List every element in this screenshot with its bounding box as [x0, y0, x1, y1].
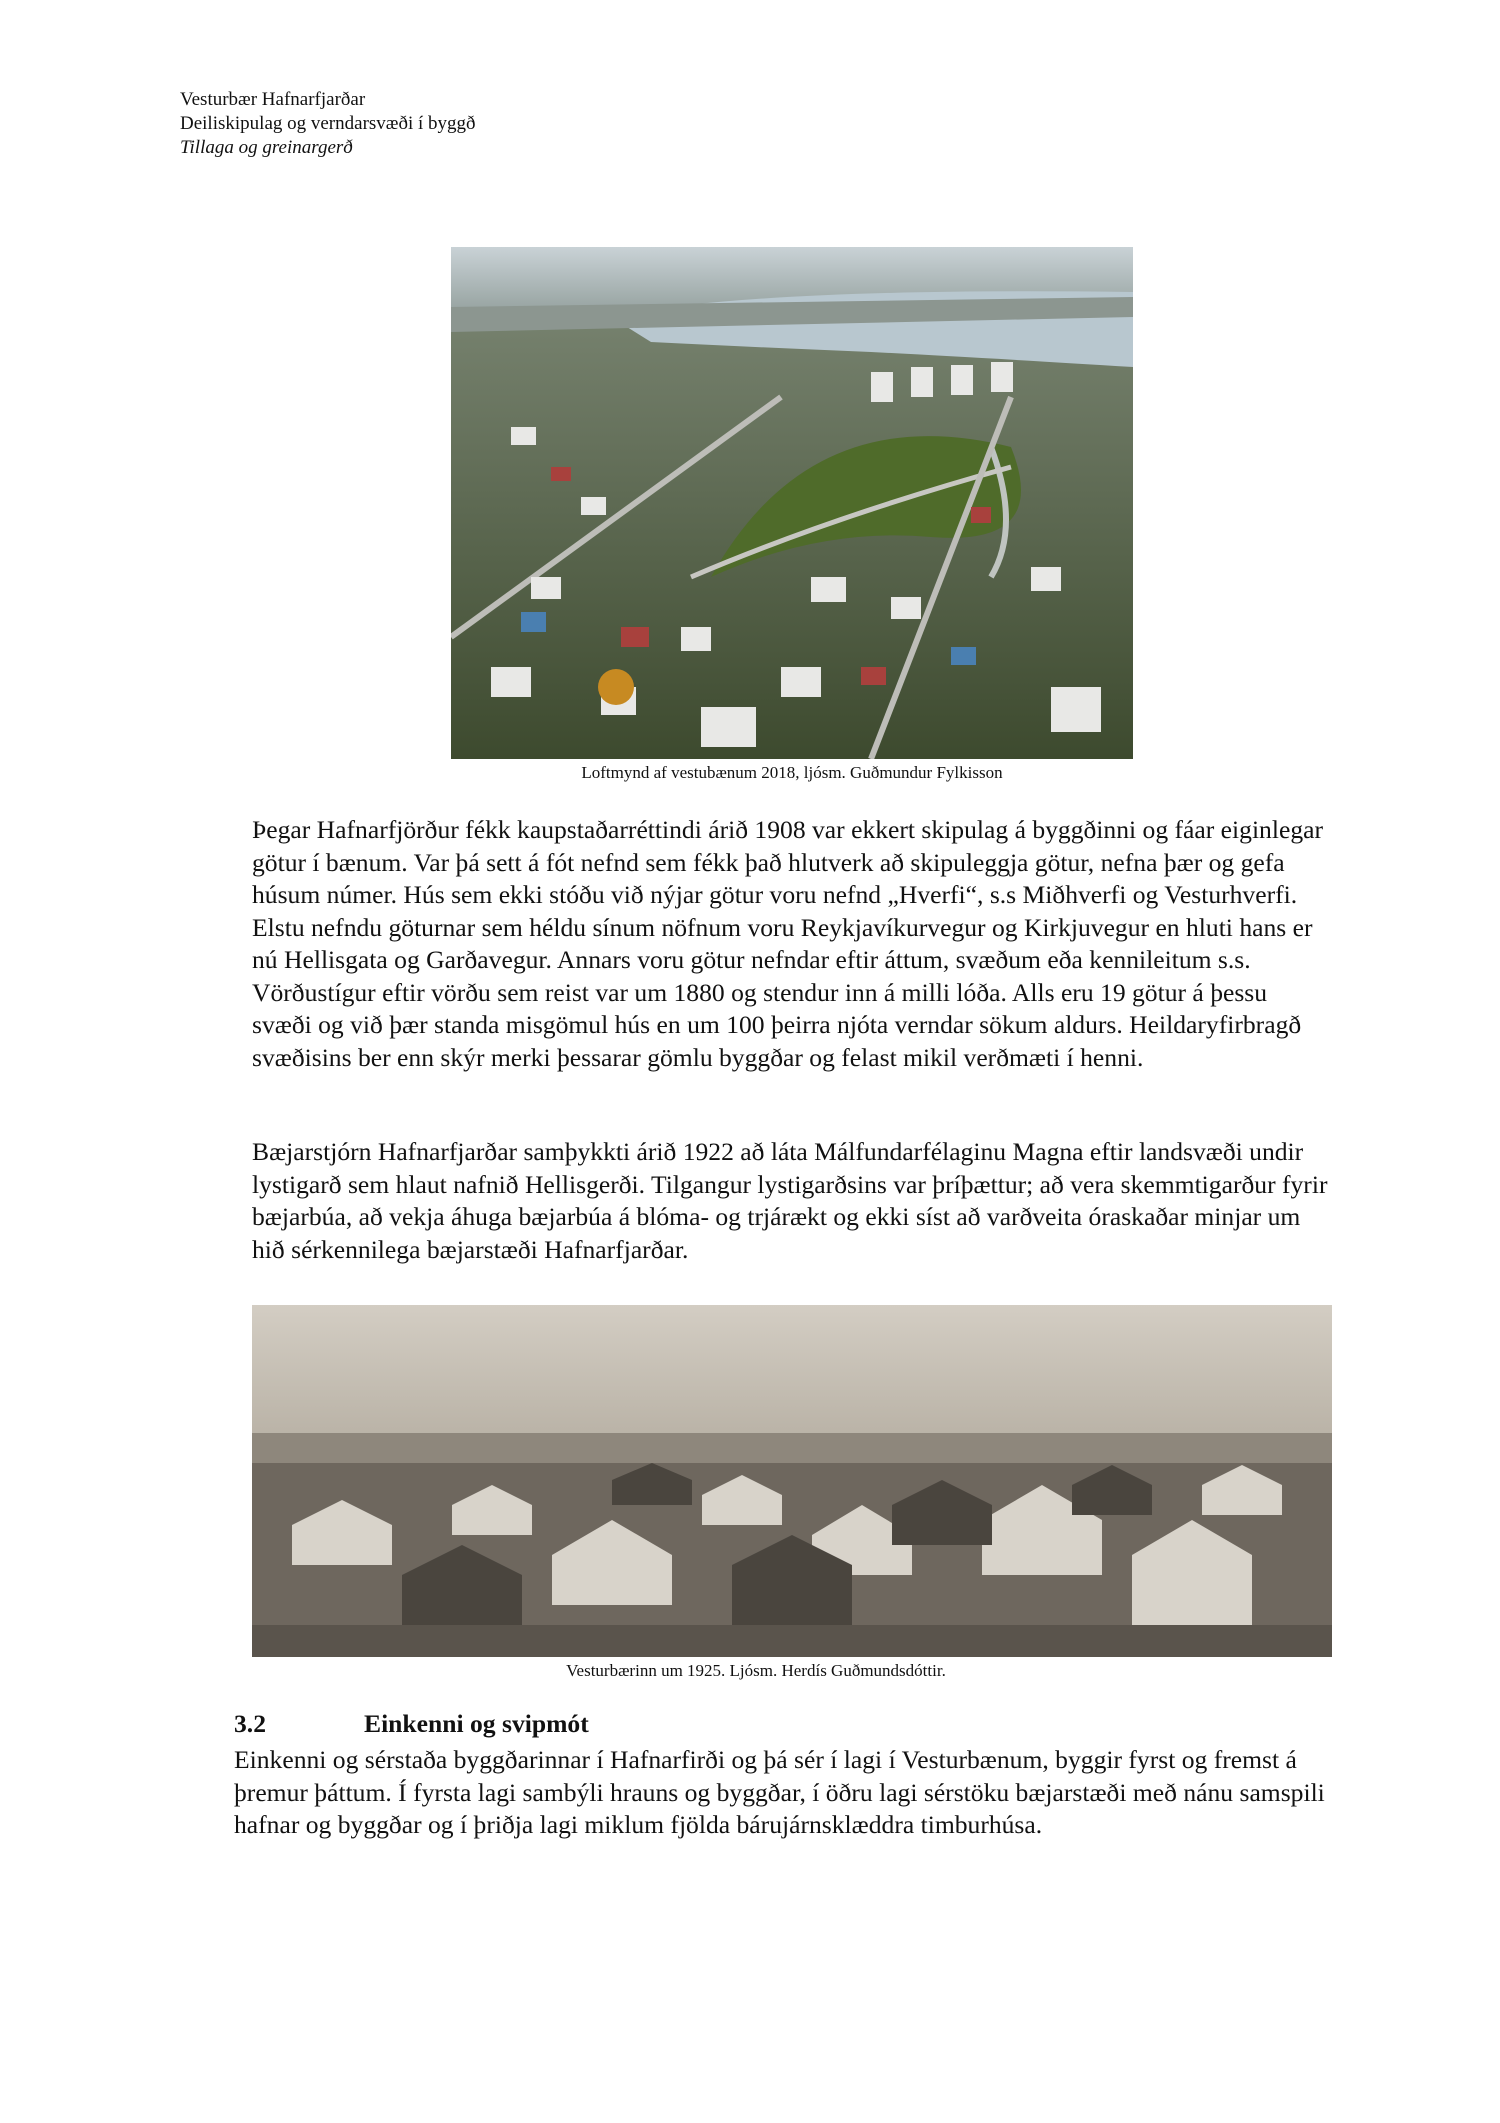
body-paragraph-2: Bæjarstjórn Hafnarfjarðar samþykkti árið 1922 að láta Málfundarfélaginu Magna eftir landsvæði undir lystigarð sem hlaut nafnið Hellisgerði. Tilgangur lystigarðsins var þríþættur; að vera skemmtigarður fyrir bæjarbúa, að vekja áhuga bæjarbúa á blóma- og trjárækt og ekki síst að varðveita óraskaðar minjar um hið sérkennilega bæjarstæði Hafnarfjarðar. — [252, 1137, 1328, 1264]
body-paragraph-1: Þegar Hafnarfjörður fékk kaupstaðarréttindi árið 1908 var ekkert skipulag á byggðinni og fáar eiginlegar götur í bænum. Var þá sett á fót nefnd sem fékk það hlutverk að skipuleggja götur, nefna þær og gefa húsum númer. Hús sem ekki stóðu við nýjar götur voru nefnd „Hverfi“, s.s Miðhverfi og Vesturhverfi. Elstu nefndu göturnar sem héldu sínum nöfnum voru Reykjavíkurvegur og Kirkjuvegur en hluti hans er nú Hellisgata og Garðavegur. Annars voru götur nefndar eftir áttum, svæðum eða kennileitum s.s. Vörðustígur eftir vörðu sem reist var um 1880 og stendur inn á milli lóða. Alls eru 19 götur á þessu svæði og við þær standa misgömul hús en um 100 þeirra njóta verndar sökum aldurs. Heildaryfirbragð svæðisins ber enn skýr merki þessarar gömlu byggðar og felast mikil verðmæti í henni. — [252, 815, 1324, 1072]
header-subtitle: Deiliskipulag og verndarsvæði í byggð — [180, 113, 476, 134]
section-title: Einkenni og svipmót — [364, 1709, 589, 1738]
section-paragraph: Einkenni og sérstaða byggðarinnar í Hafnarfirði og þá sér í lagi í Vesturbænum, byggir fyrst og fremst á þremur þáttum. Í fyrsta lagi sambýli hrauns og byggðar, í öðru lagi sérstöku bæjarstæði með nánu samspili hafnar og byggðar og í þriðja lagi miklum fjölda bárujárnsklæddra timburhúsa. — [234, 1745, 1325, 1839]
aerial-photo-caption: Loftmynd af vestubænum 2018, ljósm. Guðmundur Fylkisson — [581, 763, 1003, 782]
historic-photo — [252, 1305, 1332, 1657]
historic-photo-caption: Vesturbærinn um 1925. Ljósm. Herdís Guðmundsdóttir. — [566, 1661, 946, 1680]
section-number: 3.2 — [234, 1709, 266, 1738]
header-title: Vesturbær Hafnarfjarðar — [180, 89, 366, 110]
header-doc-type: Tillaga og greinargerð — [180, 137, 353, 158]
section-heading — [234, 1708, 589, 1740]
document-header — [180, 88, 476, 160]
aerial-photo — [451, 247, 1133, 759]
